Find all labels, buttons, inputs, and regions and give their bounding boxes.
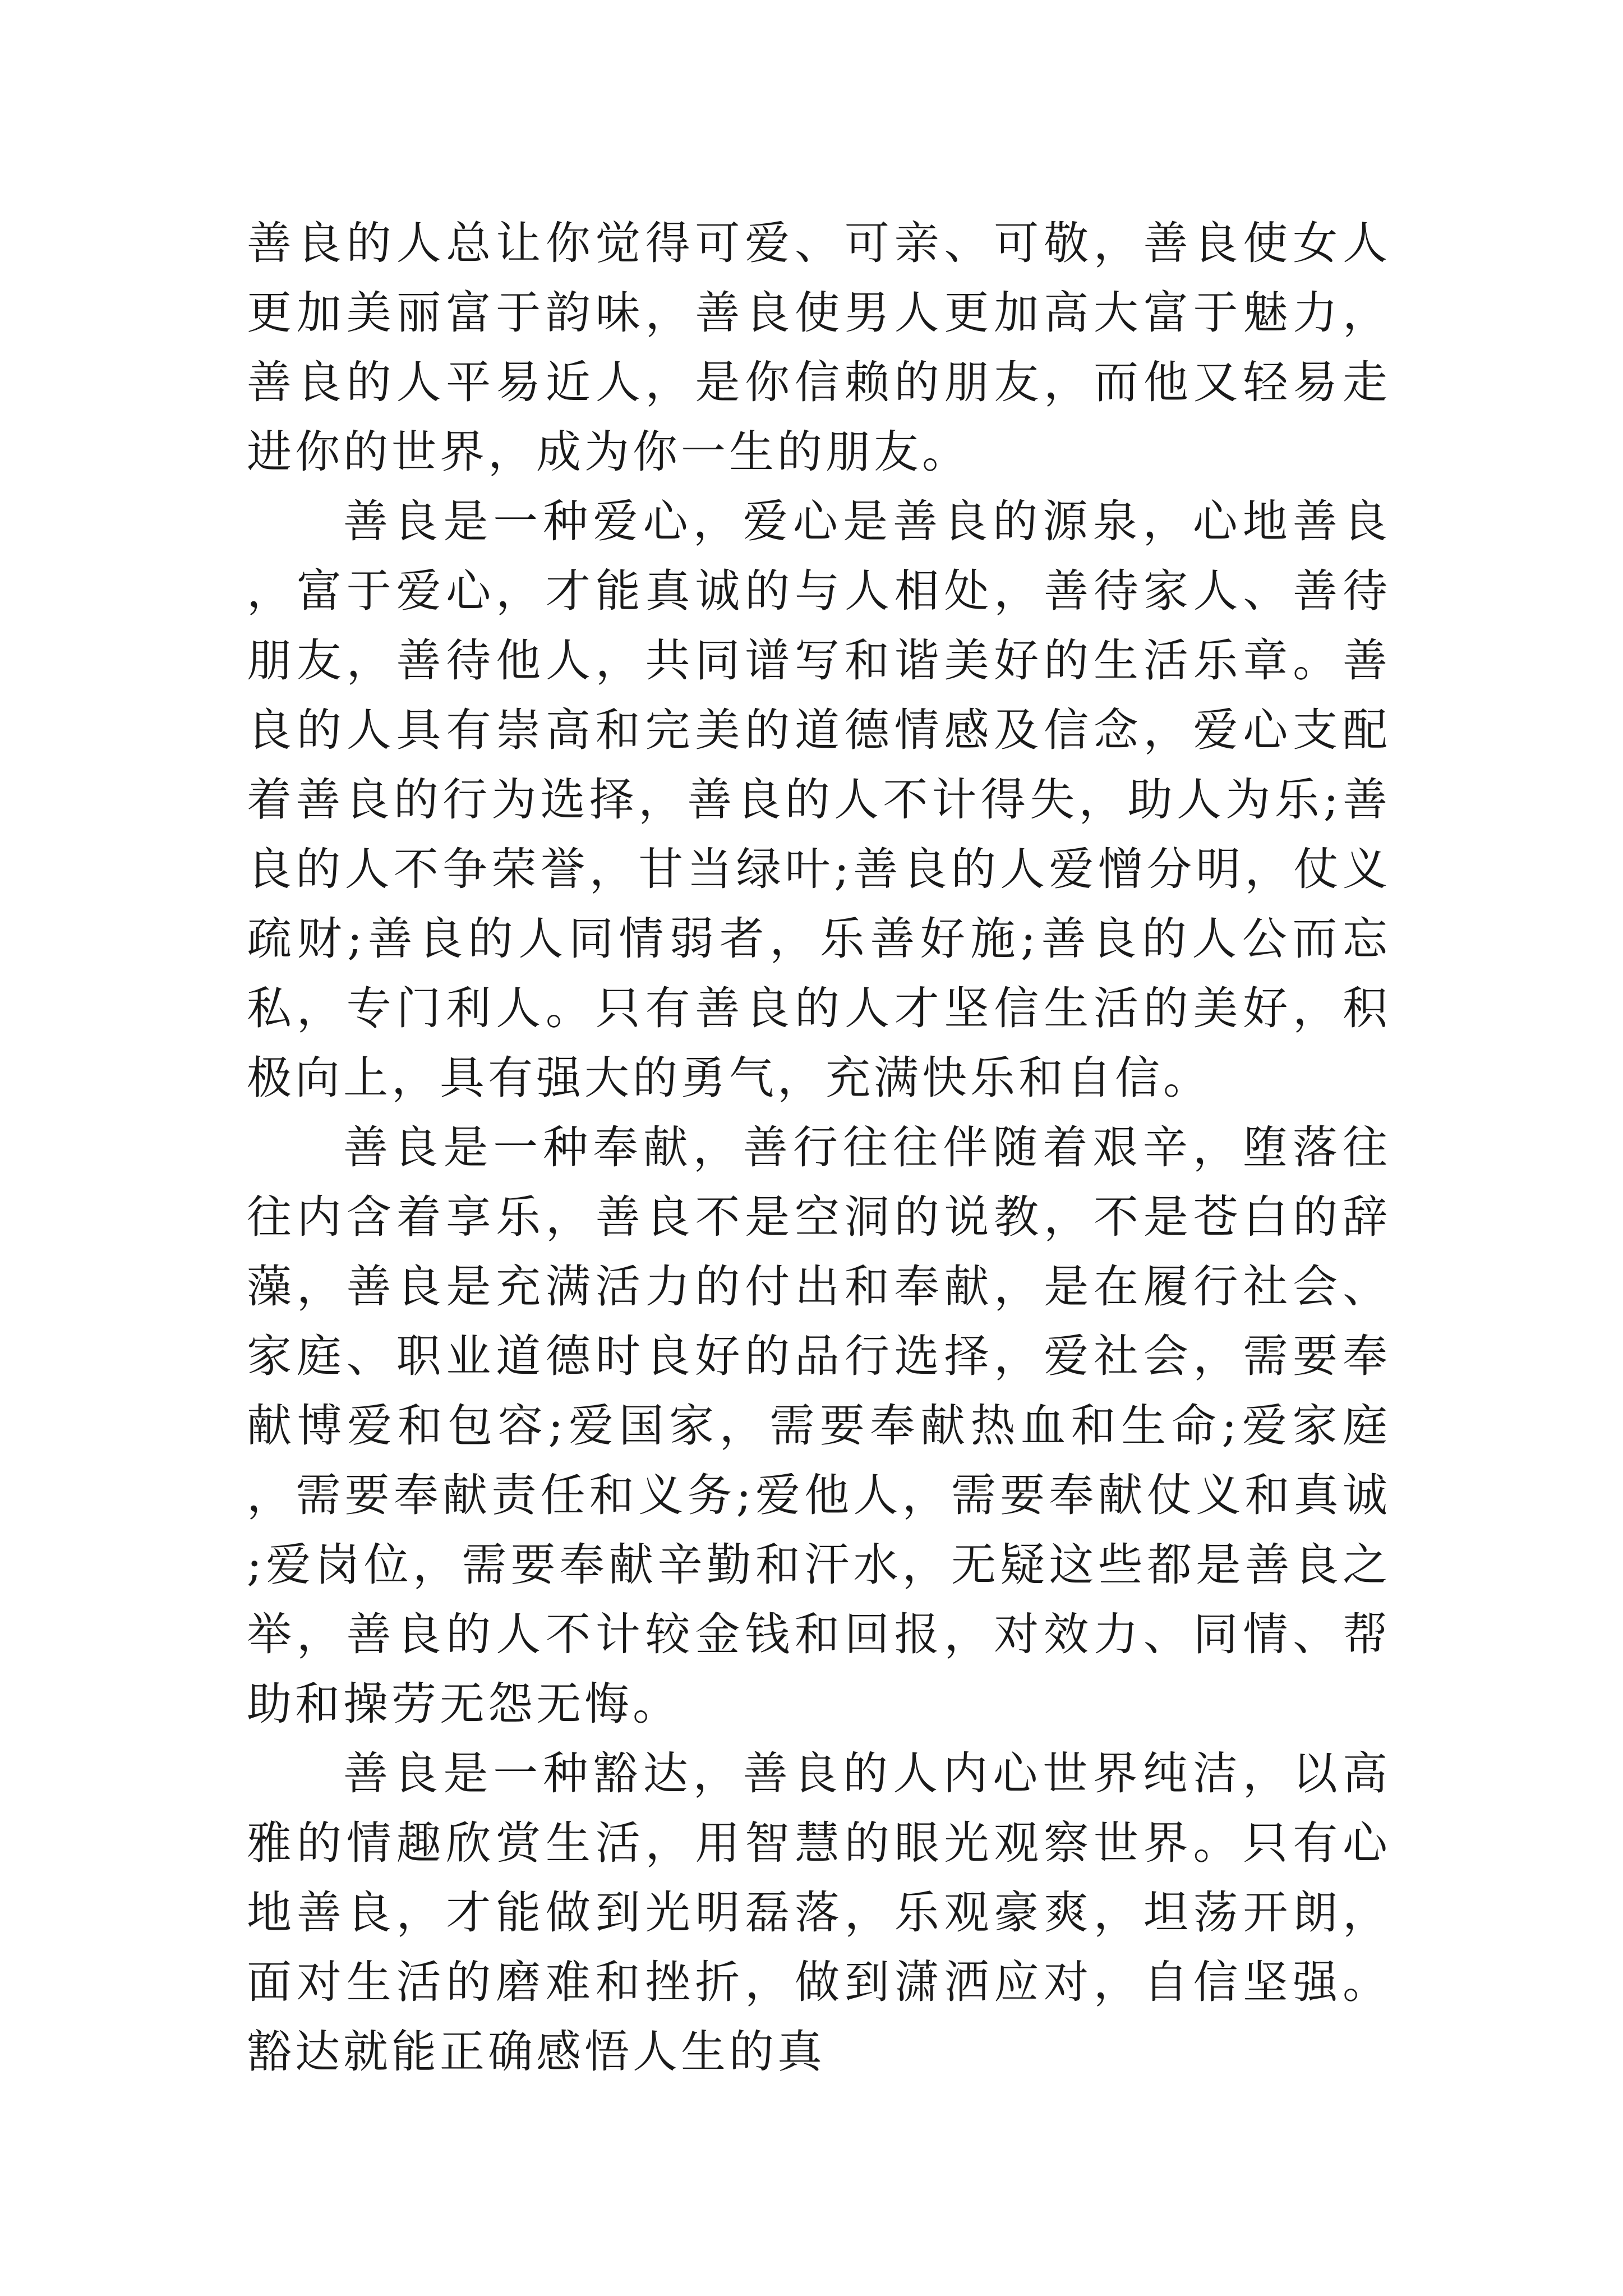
paragraph-1: 善良的人总让你觉得可爱、可亲、可敬，善良使女人更加美丽富于韵味，善良使男人更加高大富于魅力，善良的人平易近人，是你信赖的朋友，而他又轻易走进你的世界，成为你一生的朋友。 bbox=[247, 217, 1391, 478]
paragraph-4: 善良是一种豁达，善良的人内心世界纯洁，以高雅的情趣欣赏生活，用智慧的眼光观察世界。只有心地善良，才能做到光明磊落，乐观豪爽，坦荡开朗，面对生活的磨难和挫折，做到潇洒应对，自信坚强。豁达就能正确感悟人生的真 bbox=[247, 1747, 1391, 2078]
paragraph-3: 善良是一种奉献，善行往往伴随着艰辛，堕落往往内含着享乐，善良不是空洞的说教，不是苍白的辞藻，善良是充满活力的付出和奉献，是在履行社会、家庭、职业道德时良好的品行选择，爱社会，需要奉献博爱和包容;爱国家，需要奉献热血和生命;爱家庭，需要奉献责任和义务;爱他人，需要奉献仗义和真诚;爱岗位，需要奉献辛勤和汗水，无疑这些都是善良之举，善良的人不计较金钱和回报，对效力、同情、帮助和操劳无怨无悔。 bbox=[247, 1121, 1391, 1730]
document-body bbox=[247, 209, 1391, 2087]
paragraph-2: 善良是一种爱心，爱心是善良的源泉，心地善良，富于爱心，才能真诚的与人相处，善待家人、善待朋友，善待他人，共同谱写和谐美好的生活乐章。善良的人具有崇高和完美的道德情感及信念，爱心支配着善良的行为选择，善良的人不计得失，助人为乐;善良的人不争荣誉，甘当绿叶;善良的人爱憎分明，仗义疏财;善良的人同情弱者，乐善好施;善良的人公而忘私，专门利人。只有善良的人才坚信生活的美好，积极向上，具有强大的勇气，充满快乐和自信。 bbox=[247, 495, 1391, 1104]
